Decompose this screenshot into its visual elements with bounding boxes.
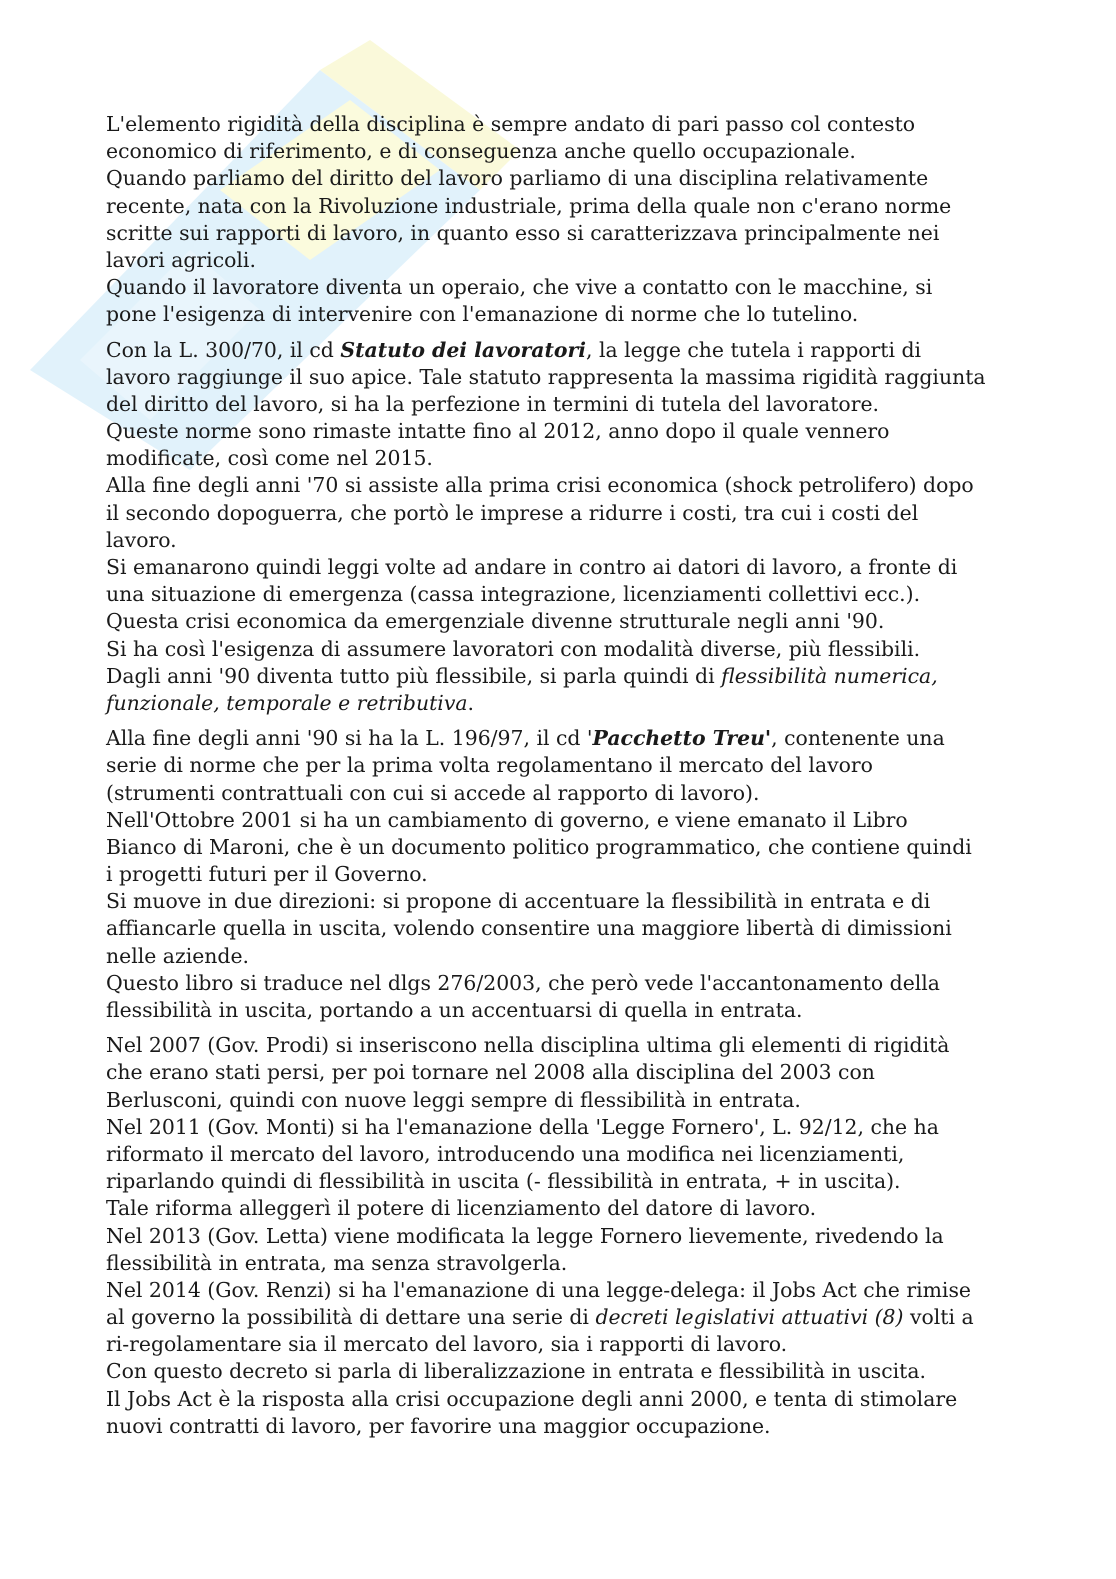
paragraph-gap <box>106 717 1066 725</box>
text-run: Nel 2014 (Gov. Renzi) si ha l'emanazione di una legge-delega: il Jobs Act che rimise <box>106 1277 971 1302</box>
text-line <box>106 554 1066 581</box>
bold-italic-text: Pacchetto Treu' <box>592 726 772 751</box>
text-line <box>106 807 1066 834</box>
paragraph <box>106 1032 1066 1440</box>
text-run: Nel 2013 (Gov. Letta) viene modificata la legge Fornero lievemente, rivedendo la <box>106 1223 944 1248</box>
text-run: pone l'esigenza di intervenire con l'emanazione di norme che lo tutelino. <box>106 302 859 327</box>
text-line <box>106 1331 1066 1358</box>
text-run: . <box>467 690 474 715</box>
text-line <box>106 337 1066 364</box>
text-line <box>106 1168 1066 1195</box>
text-line <box>106 1032 1066 1059</box>
text-run: Alla fine degli anni '70 si assiste alla prima crisi economica (shock petrolifero) dopo <box>106 473 974 498</box>
text-line <box>106 527 1066 554</box>
text-run: lavori agricoli. <box>106 247 256 272</box>
text-run: Queste norme sono rimaste intatte fino al 2012, anno dopo il quale vennero <box>106 419 890 444</box>
text-run: , la legge che tutela i rapporti di <box>586 337 922 362</box>
paragraph <box>106 337 1066 718</box>
text-run: al governo la possibilità di dettare una serie di <box>106 1305 596 1330</box>
text-run: Questa crisi economica da emergenziale divenne strutturale negli anni '90. <box>106 609 885 634</box>
text-line <box>106 752 1066 779</box>
text-run: volti a <box>903 1305 974 1330</box>
text-line <box>106 636 1066 663</box>
text-line <box>106 1250 1066 1277</box>
text-run: ri-regolamentare sia il mercato del lavoro, sia i rapporti di lavoro. <box>106 1332 788 1357</box>
text-line <box>106 997 1066 1024</box>
text-run: il secondo dopoguerra, che portò le imprese a ridurre i costi, tra cui i costi del <box>106 500 919 525</box>
text-line <box>106 608 1066 635</box>
text-run: nelle aziende. <box>106 943 250 968</box>
text-run: del diritto del lavoro, si ha la perfezione in termini di tutela del lavoratore. <box>106 391 880 416</box>
text-line <box>106 1059 1066 1086</box>
text-run: Si ha così l'esigenza di assumere lavoratori con modalità diverse, più flessibili. <box>106 636 921 661</box>
italic-text: decreti legislativi attuativi (8) <box>595 1305 904 1330</box>
text-line <box>106 663 1066 690</box>
text-line <box>106 915 1066 942</box>
text-run: flessibilità in entrata, ma senza stravolgerla. <box>106 1250 568 1275</box>
text-run: L'elemento rigidità della disciplina è sempre andato di pari passo col contesto <box>106 112 916 136</box>
text-line <box>106 274 1066 301</box>
text-run: Questo libro si traduce nel dlgs 276/2003, che però vede l'accantonamento della <box>106 970 940 995</box>
bold-italic-text: Statuto dei lavoratori <box>340 337 587 362</box>
text-line <box>106 220 1066 247</box>
text-line <box>106 943 1066 970</box>
text-run: Alla fine degli anni '90 si ha la L. 196/97, il cd ' <box>106 726 593 751</box>
text-run: riparlando quindi di flessibilità in uscita (- flessibilità in entrata, + in uscita). <box>106 1169 901 1194</box>
text-line <box>106 418 1066 445</box>
text-run: serie di norme che per la prima volta regolamentano il mercato del lavoro <box>106 753 873 778</box>
text-line <box>106 1386 1066 1413</box>
text-line <box>106 725 1066 752</box>
text-line <box>106 364 1066 391</box>
paragraph-gap <box>106 329 1066 337</box>
text-line <box>106 888 1066 915</box>
text-run: i progetti futuri per il Governo. <box>106 862 428 887</box>
text-run: scritte sui rapporti di lavoro, in quanto esso si caratterizzava principalmente nei <box>106 220 940 245</box>
text-line <box>106 111 1066 138</box>
text-line <box>106 193 1066 220</box>
text-line <box>106 1277 1066 1304</box>
text-run: economico di riferimento, e di conseguenza anche quello occupazionale. <box>106 139 856 164</box>
text-run: affiancarle quella in uscita, volendo consentire una maggiore libertà di dimissioni <box>106 916 952 941</box>
text-line <box>106 861 1066 888</box>
text-run: modificate, così come nel 2015. <box>106 446 433 471</box>
text-run: lavoro. <box>106 527 177 552</box>
text-line <box>106 1087 1066 1114</box>
text-run: Con la L. 300/70, il cd <box>106 337 341 362</box>
text-run: Quando il lavoratore diventa un operaio, che vive a contatto con le macchine, si <box>106 275 933 300</box>
paragraph <box>106 725 1066 1024</box>
text-line <box>106 834 1066 861</box>
text-run: una situazione di emergenza (cassa integrazione, licenziamenti collettivi ecc.). <box>106 582 921 607</box>
text-run: Tale riforma alleggerì il potere di licenziamento del datore di lavoro. <box>106 1196 817 1221</box>
text-line <box>106 1195 1066 1222</box>
text-line <box>106 1114 1066 1141</box>
text-run: recente, nata con la Rivoluzione industriale, prima della quale non c'erano norme <box>106 193 952 218</box>
paragraph-gap <box>106 1024 1066 1032</box>
italic-text: flessibilità numerica, <box>721 663 938 688</box>
text-run: Berlusconi, quindi con nuove leggi sempre di flessibilità in entrata. <box>106 1087 801 1112</box>
text-run: Bianco di Maroni, che è un documento politico programmatico, che contiene quindi <box>106 834 972 859</box>
text-run: Si emanarono quindi leggi volte ad andare in contro ai datori di lavoro, a fronte di <box>106 555 958 579</box>
text-run: Il Jobs Act è la risposta alla crisi occupazione degli anni 2000, e tenta di stimolare <box>106 1386 958 1411</box>
text-run: Nel 2011 (Gov. Monti) si ha l'emanazione della 'Legge Fornero', L. 92/12, che ha <box>106 1114 939 1139</box>
text-line <box>106 970 1066 997</box>
paragraph <box>106 111 1066 329</box>
text-line <box>106 165 1066 192</box>
text-line <box>106 301 1066 328</box>
text-run: Con questo decreto si parla di liberalizzazione in entrata e flessibilità in uscita. <box>106 1359 926 1384</box>
text-line <box>106 1358 1066 1385</box>
text-line <box>106 472 1066 499</box>
text-run: , contenente una <box>771 726 945 751</box>
text-run: Nel 2007 (Gov. Prodi) si inseriscono nella disciplina ultima gli elementi di rigidità <box>106 1033 950 1058</box>
text-run: Nell'Ottobre 2001 si ha un cambiamento di governo, e viene emanato il Libro <box>106 807 908 832</box>
text-run: nuovi contratti di lavoro, per favorire una maggior occupazione. <box>106 1413 771 1438</box>
text-run: Si muove in due direzioni: si propone di accentuare la flessibilità in entrata e di <box>106 889 931 914</box>
text-line <box>106 1141 1066 1168</box>
text-line <box>106 1223 1066 1250</box>
text-run: flessibilità in uscita, portando a un accentuarsi di quella in entrata. <box>106 998 803 1022</box>
text-run: Dagli anni '90 diventa tutto più flessibile, si parla quindi di <box>106 663 722 688</box>
text-line <box>106 581 1066 608</box>
text-run: che erano stati persi, per poi tornare nel 2008 alla disciplina del 2003 con <box>106 1060 875 1085</box>
text-line <box>106 391 1066 418</box>
text-run: riformato il mercato del lavoro, introducendo una modifica nei licenziamenti, <box>106 1141 905 1166</box>
text-line <box>106 1413 1066 1440</box>
text-line <box>106 500 1066 527</box>
text-run: Quando parliamo del diritto del lavoro parliamo di una disciplina relativamente <box>106 166 929 191</box>
text-line <box>106 1304 1066 1331</box>
document-body <box>106 111 1066 1440</box>
text-run: lavoro raggiunge il suo apice. Tale statuto rappresenta la massima rigidità raggiunta <box>106 364 986 389</box>
text-line <box>106 780 1066 807</box>
italic-text: funzionale, temporale e retributiva <box>106 690 468 715</box>
text-line <box>106 247 1066 274</box>
text-line <box>106 445 1066 472</box>
text-run: (strumenti contrattuali con cui si accede al rapporto di lavoro). <box>106 780 760 805</box>
text-line <box>106 138 1066 165</box>
text-line <box>106 690 1066 717</box>
